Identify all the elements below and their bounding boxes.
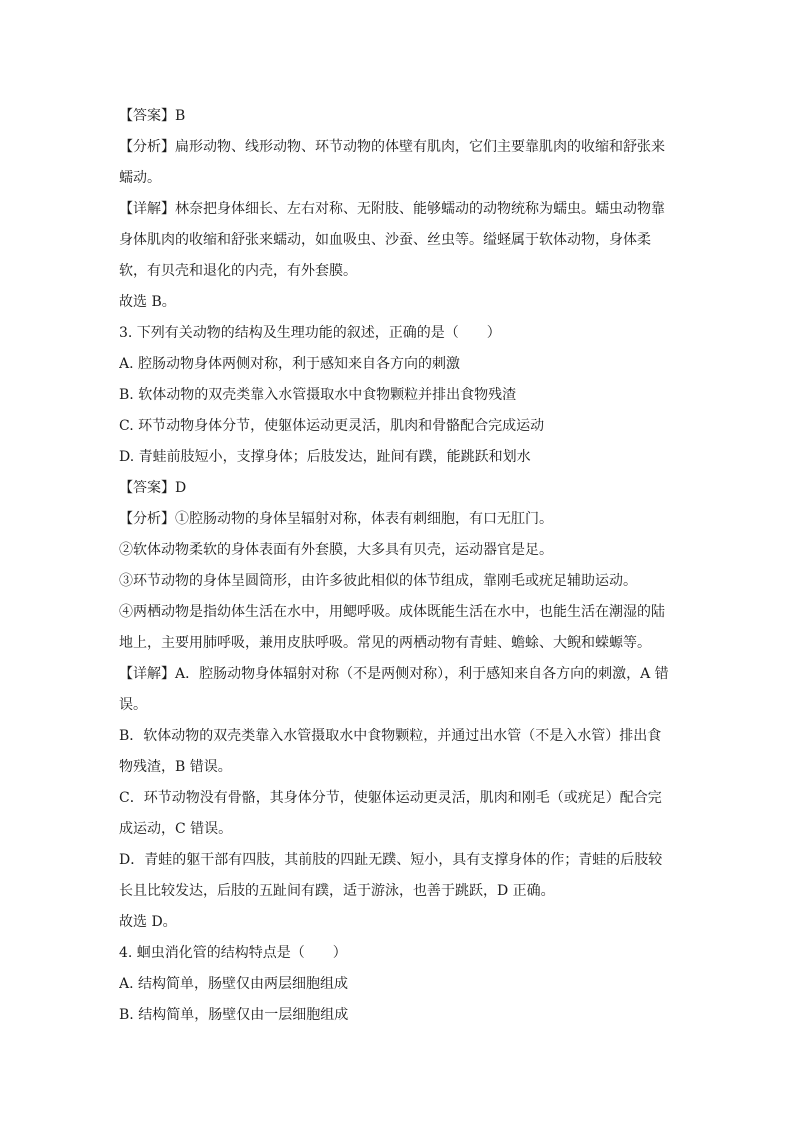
question-4-option-a: A. 结构简单，肠壁仅由两层细胞组成 bbox=[119, 976, 349, 992]
analysis-line: 蠕动。 bbox=[119, 170, 161, 186]
answer-line: 【答案】B bbox=[119, 108, 186, 124]
document-content bbox=[119, 101, 679, 1031]
question-3-option-c: C. 环节动物身体分节，使躯体运动更灵活，肌肉和骨骼配合完成运动 bbox=[119, 418, 545, 434]
analysis-line: 【分析】①腔肠动物的身体呈辐射对称，体表有刺细胞，有口无肛门。 bbox=[119, 511, 553, 527]
question-4-option-b: B. 结构简单，肠壁仅由一层细胞组成 bbox=[119, 1007, 349, 1023]
explanation-line: C．环节动物没有骨骼，其身体分节，使躯体运动更灵活，肌肉和刚毛（或疣足）配合完 bbox=[119, 790, 662, 806]
conclusion-line: 故选 B。 bbox=[119, 294, 176, 310]
analysis-line: 地上，主要用肺呼吸，兼用皮肤呼吸。常见的两栖动物有青蛙、蟾蜍、大鲵和蝾螈等。 bbox=[119, 635, 651, 651]
analysis-line: ②软体动物柔软的身体表面有外套膜，大多具有贝壳，运动器官是足。 bbox=[119, 542, 553, 558]
explanation-line: 【详解】A．腔肠动物身体辐射对称（不是两侧对称），利于感知来自各方向的刺激，A 错 bbox=[119, 666, 669, 682]
question-3-option-a: A. 腔肠动物身体两侧对称，利于感知来自各方向的刺激 bbox=[119, 356, 461, 372]
question-3-option-d: D. 青蛙前肢短小，支撑身体；后肢发达，趾间有蹼，能跳跃和划水 bbox=[119, 449, 531, 465]
analysis-line: ④两栖动物是指幼体生活在水中，用鳃呼吸。成体既能生活在水中，也能生活在潮湿的陆 bbox=[119, 604, 665, 620]
explanation-line: 长且比较发达，后肢的五趾间有蹼，适于游泳，也善于跳跃，D 正确。 bbox=[119, 883, 555, 899]
explanation-line: 误。 bbox=[119, 697, 147, 713]
explanation-line: 软，有贝壳和退化的内壳，有外套膜。 bbox=[119, 263, 357, 279]
explanation-line: 物残渣，B 错误。 bbox=[119, 759, 232, 775]
analysis-line: 【分析】扁形动物、线形动物、环节动物的体壁有肌肉，它们主要靠肌肉的收缩和舒张来 bbox=[119, 139, 665, 155]
explanation-line: 【详解】林奈把身体细长、左右对称、无附肢、能够蠕动的动物统称为蠕虫。蠕虫动物靠 bbox=[119, 201, 665, 217]
question-3-option-b: B. 软体动物的双壳类靠入水管摄取水中食物颗粒并排出食物残渣 bbox=[119, 387, 517, 403]
explanation-line: 身体肌肉的收缩和舒张来蠕动，如血吸虫、沙蚕、丝虫等。缢蛏属于软体动物，身体柔 bbox=[119, 232, 651, 248]
analysis-line: ③环节动物的身体呈圆筒形，由许多彼此相似的体节组成，靠刚毛或疣足辅助运动。 bbox=[119, 573, 637, 589]
explanation-line: D．青蛙的躯干部有四肢，其前肢的四趾无蹼、短小，具有支撑身体的作；青蛙的后肢较 bbox=[119, 852, 663, 868]
explanation-line: B．软体动物的双壳类靠入水管摄取水中食物颗粒，并通过出水管（不是入水管）排出食 bbox=[119, 728, 662, 744]
conclusion-line: 故选 D。 bbox=[119, 914, 177, 930]
answer-line: 【答案】D bbox=[119, 480, 187, 496]
explanation-line: 成运动，C 错误。 bbox=[119, 821, 233, 837]
question-4-stem: 4. 蛔虫消化管的结构特点是（ ） bbox=[119, 945, 347, 961]
question-3-stem: 3. 下列有关动物的结构及生理功能的叙述，正确的是（ ） bbox=[119, 325, 501, 341]
